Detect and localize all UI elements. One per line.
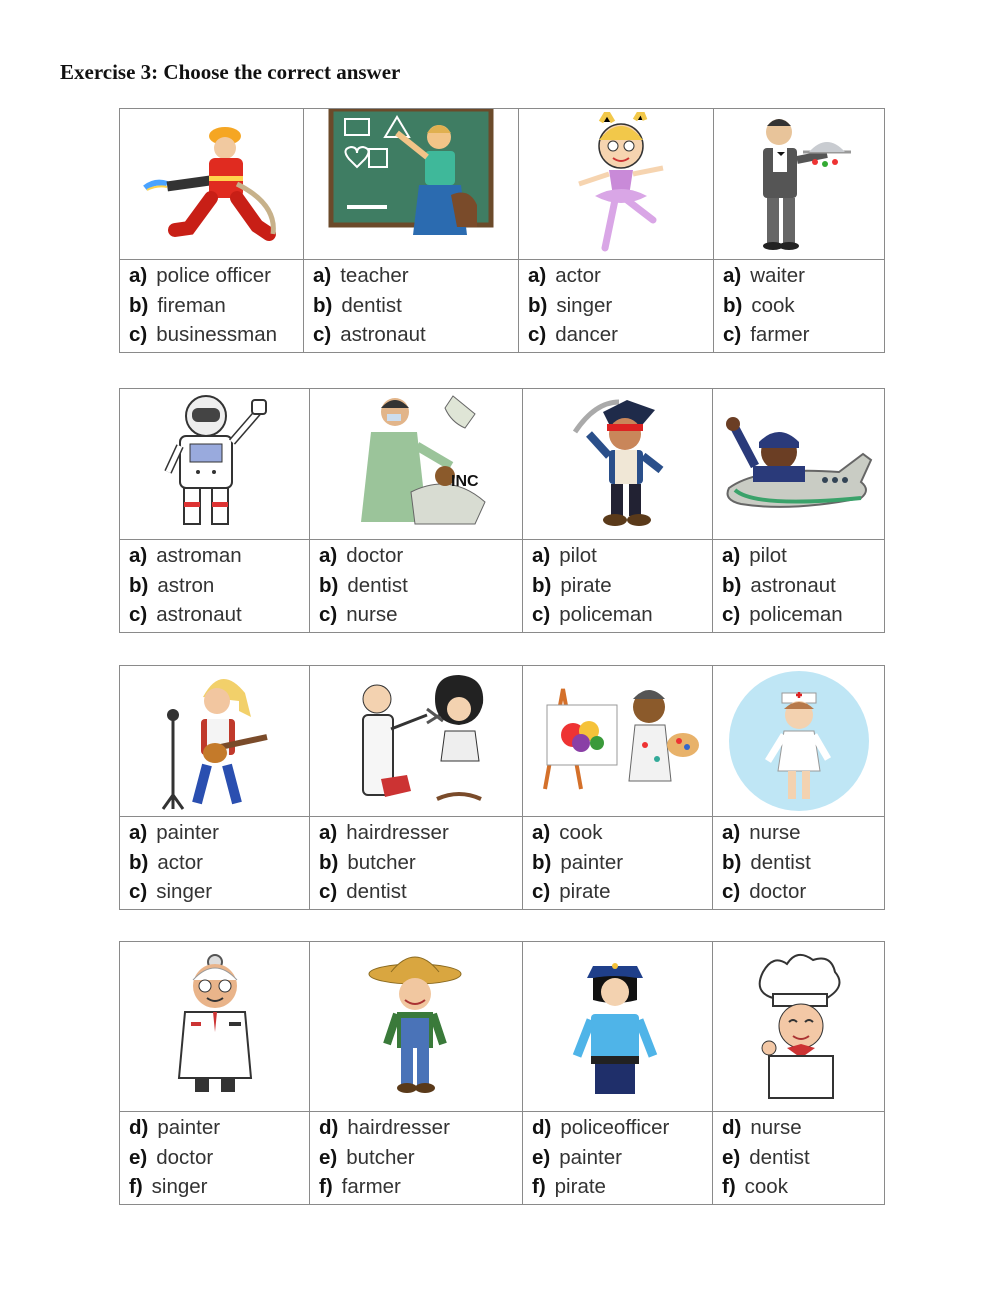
options-cell [714,260,885,353]
dancer-illustration [551,112,681,257]
option-b[interactable]: b) actor [129,850,203,874]
question-image-cell [519,109,714,260]
question-image-cell [714,109,885,260]
option-d[interactable]: d) nurse [722,1116,802,1139]
option-b[interactable]: b) butcher [319,850,416,874]
options-cell [519,260,714,353]
option-c[interactable]: c) astronaut [313,323,426,346]
question-image-cell [713,389,885,540]
option-c[interactable]: c) dentist [319,880,407,903]
police-officer-illustration [563,952,673,1102]
option-f[interactable]: f) singer [129,1175,208,1198]
option-e[interactable]: e) butcher [319,1145,415,1169]
option-a[interactable]: a) nurse [722,821,801,844]
chair-label: INC [451,472,479,490]
option-a[interactable]: a) teacher [313,264,409,287]
option-a[interactable]: a) astroman [129,544,242,567]
option-c[interactable]: c) businessman [129,323,278,346]
question-image-cell [120,389,310,540]
option-b[interactable]: b) singer [528,293,613,317]
option-d[interactable]: d) hairdresser [319,1116,450,1139]
question-image-cell [713,942,885,1112]
doctor-illustration [155,952,275,1102]
painter-illustration [533,669,703,814]
options-cell [713,817,885,910]
farmer-illustration [351,952,481,1102]
option-f[interactable]: f) farmer [319,1175,401,1198]
question-image-cell [310,666,523,817]
option-b[interactable]: b) pirate [532,573,612,597]
question-row-3 [119,665,885,910]
question-image-cell [310,389,523,540]
option-c[interactable]: c) nurse [319,603,398,626]
option-c[interactable]: c) policeman [722,603,843,626]
option-c[interactable]: c) singer [129,880,213,903]
options-cell [523,540,713,633]
option-c[interactable]: c) astronaut [129,603,242,626]
options-cell [304,260,519,353]
option-a[interactable]: a) hairdresser [319,821,449,844]
option-d[interactable]: d) policeofficer [532,1116,670,1139]
option-a[interactable]: a) painter [129,821,219,844]
option-b[interactable]: b) cook [723,293,795,317]
option-b[interactable]: b) dentist [313,293,402,317]
options-cell [523,1112,713,1205]
question-image-cell [523,942,713,1112]
option-b[interactable]: b) astron [129,573,215,597]
question-row-1 [119,108,885,353]
question-row-2 [119,388,885,633]
option-b[interactable]: b) astronaut [722,573,836,597]
options-cell [120,1112,310,1205]
option-a[interactable]: a) pilot [532,544,597,567]
pilot-illustration [719,392,879,537]
option-d[interactable]: d) painter [129,1116,221,1139]
option-c[interactable]: c) dancer [528,323,618,346]
question-image-cell [120,942,310,1112]
option-c[interactable]: c) doctor [722,880,807,903]
chef-illustration [739,952,859,1102]
options-cell [310,540,523,633]
question-row-4 [119,941,885,1205]
options-cell [523,817,713,910]
option-e[interactable]: e) doctor [129,1145,214,1169]
question-image-cell [523,666,713,817]
option-e[interactable]: e) dentist [722,1145,810,1169]
singer-illustration [145,669,285,814]
question-image-cell [713,666,885,817]
waiter-illustration [739,112,859,257]
hairdresser-illustration [341,669,491,814]
option-c[interactable]: c) farmer [723,323,810,346]
options-cell [120,260,304,353]
question-image-cell [120,109,304,260]
question-image-cell [304,109,519,260]
option-a[interactable]: a) doctor [319,544,404,567]
teacher-illustration [327,109,495,259]
option-f[interactable]: f) pirate [532,1175,606,1198]
pirate-illustration [553,392,683,537]
fireman-illustration [137,114,287,254]
options-cell [120,540,310,633]
options-cell [310,1112,523,1205]
nurse-illustration [726,669,872,814]
option-c[interactable]: c) policeman [532,603,653,626]
options-cell [713,1112,885,1205]
options-cell [713,540,885,633]
option-a[interactable]: a) police officer [129,264,271,287]
question-image-cell [523,389,713,540]
options-cell [310,817,523,910]
option-b[interactable]: b) dentist [722,850,811,874]
option-b[interactable]: b) fireman [129,293,226,317]
option-b[interactable]: b) painter [532,850,624,874]
option-a[interactable]: a) actor [528,264,601,287]
option-e[interactable]: e) painter [532,1145,622,1169]
option-b[interactable]: b) dentist [319,573,408,597]
options-cell [120,817,310,910]
option-a[interactable]: a) waiter [723,264,805,287]
option-c[interactable]: c) pirate [532,880,611,903]
dentist-illustration [341,392,491,537]
option-f[interactable]: f) cook [722,1175,788,1198]
question-image-cell [310,942,523,1112]
astronaut-illustration [150,392,280,537]
option-a[interactable]: a) cook [532,821,603,844]
question-image-cell [120,666,310,817]
option-a[interactable]: a) pilot [722,544,787,567]
exercise-title: Exercise 3: Choose the correct answer [60,60,401,84]
